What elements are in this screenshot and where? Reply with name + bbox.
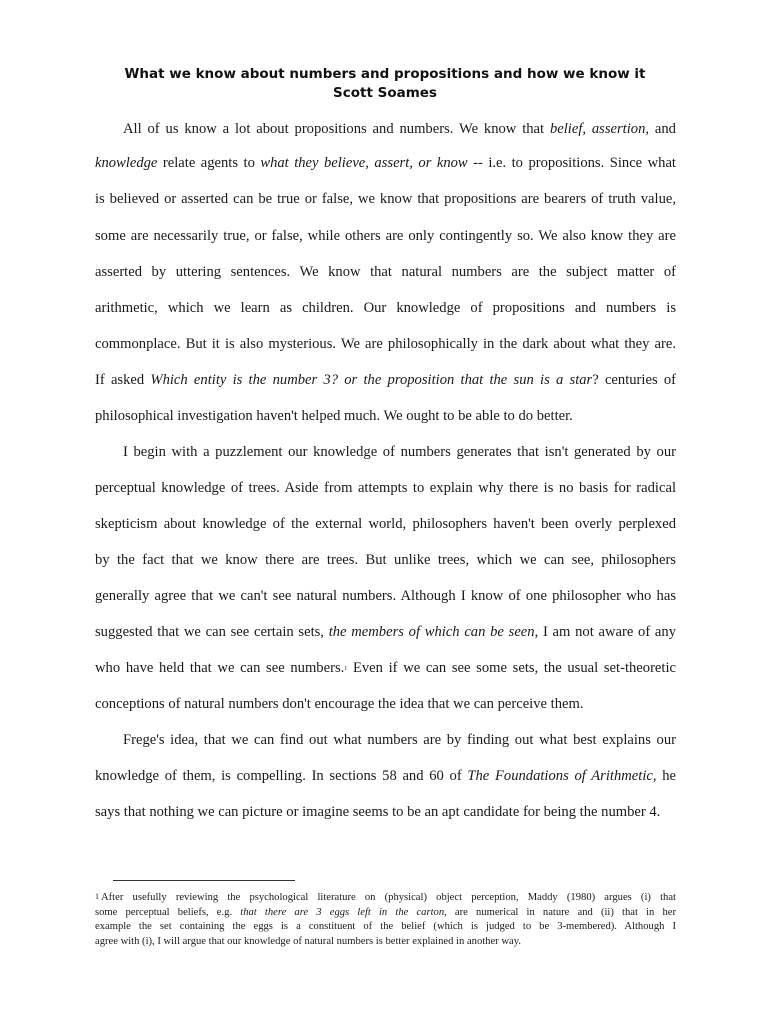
body-line: says that nothing we can picture or imagine seems to be an apt candidate for being the number 4. — [95, 804, 661, 820]
body-line-italic: the members of which can be seen — [328, 624, 535, 640]
body-line-text: -- i.e. to propositions. Since what — [467, 155, 676, 171]
body-line-text: relate agents to — [157, 155, 261, 171]
body-line-text: and — [649, 121, 676, 137]
body-line: commonplace. But it is also mysterious. We are philosophically in the dark about what they are. — [95, 336, 676, 352]
author-name: Scott Soames — [333, 85, 437, 101]
body-line-italic: what they believe, assert, or know — [260, 155, 468, 171]
body-line-text: who have held that we can see numbers. — [95, 660, 345, 676]
body-line: skepticism about knowledge of the external world, philosophers haven't been overly perplexed — [95, 516, 676, 532]
footnote-line — [95, 891, 676, 904]
body-line-italic: belief, assertion, — [549, 121, 650, 137]
body-line — [95, 154, 676, 172]
body-line-text: If asked — [95, 372, 151, 388]
body-line — [95, 623, 676, 641]
footnote-line-text: some perceptual beliefs, e.g. — [95, 907, 241, 918]
body-line — [95, 371, 676, 389]
body-line: perceptual knowledge of trees. Aside from attempts to explain why there is no basis for radical — [95, 480, 676, 496]
body-line-text: suggested that we can see certain sets, — [95, 624, 329, 640]
body-line-text: , I am not aware of any — [534, 624, 676, 640]
footnote-line-text: After usefully reviewing the psychological literature on (physical) object perception, Maddy (1980) argues (i) that — [101, 892, 676, 903]
footnote-line: agree with (i), I will argue that our knowledge of natural numbers is better explained in another way. — [95, 936, 521, 947]
footnote-line-text: , are numerical in nature and (ii) that in her — [444, 907, 676, 918]
body-line: some are necessarily true, or false, while others are only contingently so. We also know they are — [95, 228, 676, 244]
body-line: Frege's idea, that we can find out what numbers are by finding out what best explains our — [123, 732, 676, 748]
body-line: is believed or asserted can be true or false, we know that propositions are bearers of truth value, — [95, 191, 676, 207]
body-line-text: knowledge of them, is compelling. In sections 58 and 60 of — [95, 768, 468, 784]
body-line: asserted by uttering sentences. We know that natural numbers are the subject matter of — [95, 264, 676, 280]
body-line — [95, 767, 676, 785]
body-line-text: All of us know a lot about propositions and numbers. We know that — [123, 121, 550, 137]
footnote-number: 1 — [95, 892, 99, 901]
footnote-reference[interactable]: 1 — [344, 666, 348, 672]
footnote-separator — [113, 880, 295, 881]
body-line: by the fact that we know there are trees. But unlike trees, which we can see, philosophers — [95, 552, 676, 568]
body-line — [123, 120, 676, 138]
body-line-italic: knowledge — [95, 155, 158, 171]
body-line-italic: The Foundations of Arithmetic, — [467, 768, 657, 784]
body-line-text: Even if we can see some sets, the usual set-theoretic — [347, 660, 676, 676]
page-title: What we know about numbers and propositions and how we know it — [124, 66, 646, 82]
body-line: conceptions of natural numbers don't encourage the idea that we can perceive them. — [95, 696, 584, 712]
footnote-line — [95, 906, 676, 919]
body-line — [95, 659, 676, 677]
body-line: arithmetic, which we learn as children. Our knowledge of propositions and numbers is — [95, 300, 676, 316]
body-line: I begin with a puzzlement our knowledge of numbers generates that isn't generated by our — [123, 444, 676, 460]
body-line-text: ? centuries of — [592, 372, 677, 388]
body-line-italic: Which entity is the number 3? or the proposition that the sun is a star — [150, 372, 593, 388]
body-line: generally agree that we can't see natural numbers. Although I know of one philosopher who has — [95, 588, 676, 604]
footnote-line: example the set containing the eggs is a constituent of the belief (which is judged to be 3-membered). Although I — [95, 921, 676, 932]
footnote-line-italic: that there are 3 eggs left in the carton — [240, 907, 445, 918]
body-line: philosophical investigation haven't helped much. We ought to be able to do better. — [95, 408, 573, 424]
body-line-text: he — [656, 768, 676, 784]
